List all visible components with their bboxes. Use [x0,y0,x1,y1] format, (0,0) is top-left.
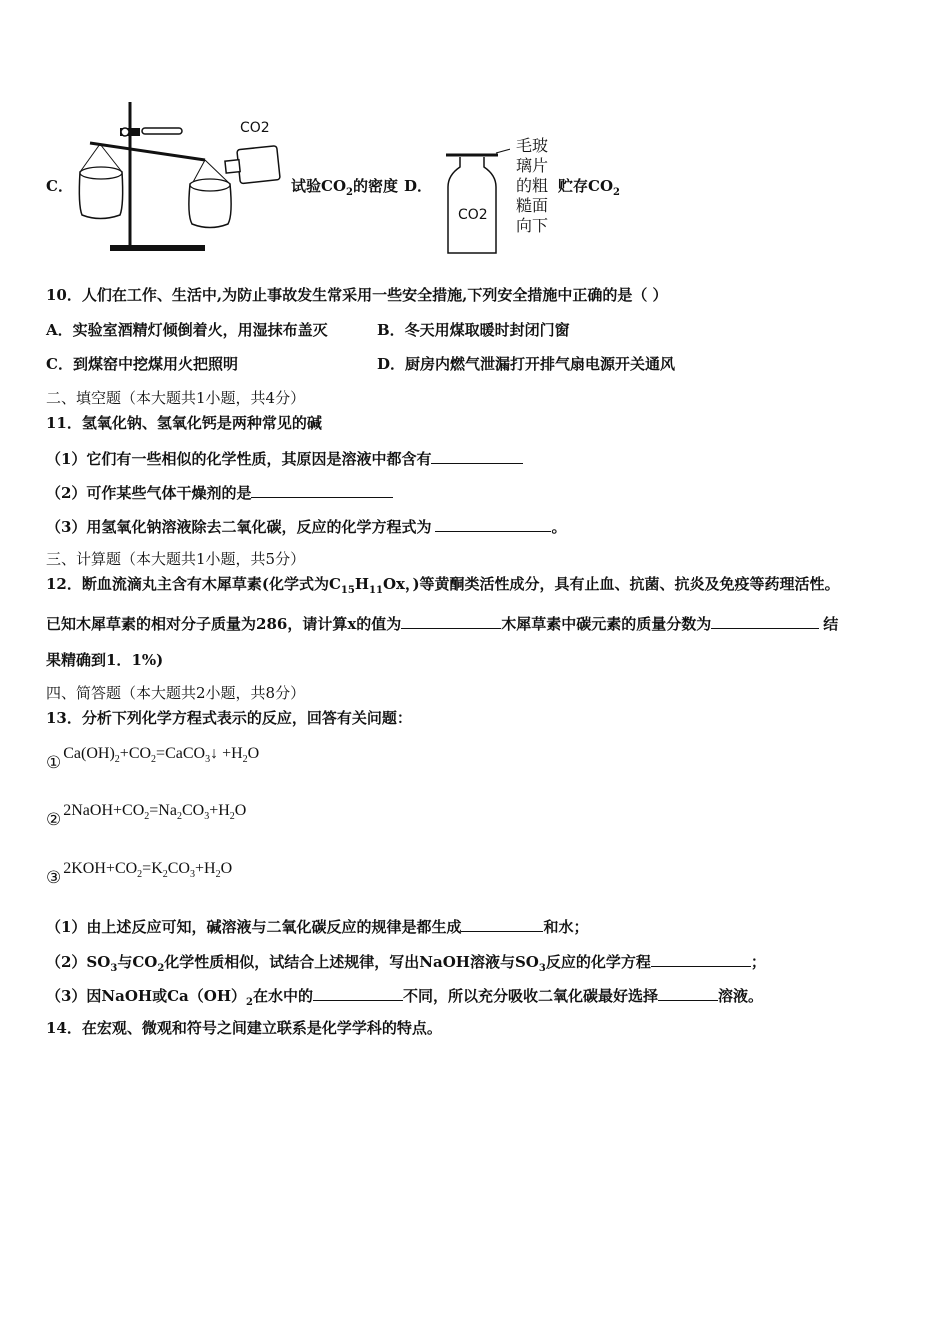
q12-line-1: 12．断血流滴丸主含有木犀草素(化学式为$C_{15}H_{11}Ox$，)等黄酮类活性成分，具有止血、抗菌、抗炎及免疫等药理活性。 [46,575,840,596]
section-4-heading: 四、简答题（本大题共2小题，共8分） [46,684,306,702]
q10-option-a: A．实验室酒精灯倾倒着火，用湿抹布盖灭 [46,321,328,339]
equation-3-formula: $2KOH+CO_2=K_2CO_3+H_2O$ [63,860,233,881]
q9-option-c: C． [46,177,73,195]
q10-option-d: D．厨房内燃气泄漏打开排气扇电源开关通风 [377,355,676,373]
answer-blank[interactable] [651,950,751,967]
q14-stem: 14．在宏观、微观和符号之间建立联系是化学学科的特点。 [46,1019,442,1037]
co2-label-d: CO2 [458,207,488,223]
q13-part-3: （3）因NaOH或$Ca(OH)_2$在水中的 不同，所以充分吸收二氧化碳最好选择 溶液。 [46,984,763,1013]
q11-part-2: （2）可作某些气体干燥剂的是 [46,481,393,503]
section-3-heading: 三、计算题（本大题共1小题，共5分） [46,550,306,568]
answer-blank[interactable] [461,915,543,932]
q11-part-3: （3）用氢氧化钠溶液除去二氧化碳，反应的化学方程式为 。 [46,515,566,537]
answer-blank[interactable] [658,984,718,1001]
answer-blank[interactable] [401,612,501,629]
equation-2: ② $2NaOH+CO_2=Na_2CO_3+H_2O$ [46,802,247,829]
co2-label-c: CO2 [240,120,270,136]
q11-stem: 11．氢氧化钠、氢氧化钙是两种常见的碱 [46,414,322,432]
equation-1: ① $Ca(OH)_2+CO_2=CaCO_3↓ +H_2O$ [46,745,260,772]
equation-3: ③ $2KOH+CO_2=K_2CO_3+H_2O$ [46,860,233,887]
equation-2-formula: $2NaOH+CO_2=Na_2CO_3+H_2O$ [63,802,247,823]
q13-stem: 13．分析下列化学方程式表示的反应，回答有关问题： [46,709,412,727]
gas-bottle-figure [440,145,510,260]
q12-line-2: 已知木犀草素的相对分子质量为286，请计算x的值为 木犀草素中碳元素的质量分数为 结 [46,612,838,634]
q10-option-b: B．冬天用煤取暖时封闭门窗 [377,321,570,339]
q9-option-d-text: 贮存$CO_2$ [558,177,620,198]
q10-option-c: C．到煤窑中挖煤用火把照明 [46,355,238,373]
q10-stem: 10．人们在工作、生活中,为防止事故发生常采用一些安全措施,下列安全措施中正确的是（ ） [46,286,668,304]
answer-blank[interactable] [435,515,551,532]
answer-blank[interactable] [711,612,819,629]
glass-plate-note: 毛玻 璃片 的粗 糙面 向下 [516,136,549,235]
section-2-heading: 二、填空题（本大题共1小题，共4分） [46,389,306,407]
answer-blank[interactable] [251,481,393,498]
q12-line-3: 果精确到1．1%) [46,651,164,669]
q9-option-c-text: 试验$CO_2$的密度 D． [291,177,433,198]
q13-part-1: （1）由上述反应可知，碱溶液与二氧化碳反应的规律是都生成 和水； [46,915,588,937]
q11-part-1: （1）它们有一些相似的化学性质，其原因是溶液中都含有 [46,447,523,469]
answer-blank[interactable] [313,984,403,1001]
q13-part-2: $(2)SO_3$与$CO_2$化学性质相似，试结合上述规律，写出NaOH溶液与$SO_3$反应的化学方程 ； [46,950,766,979]
equation-1-formula: $Ca(OH)_2+CO_2=CaCO_3↓ +H_2O$ [63,745,260,766]
answer-blank[interactable] [431,447,523,464]
